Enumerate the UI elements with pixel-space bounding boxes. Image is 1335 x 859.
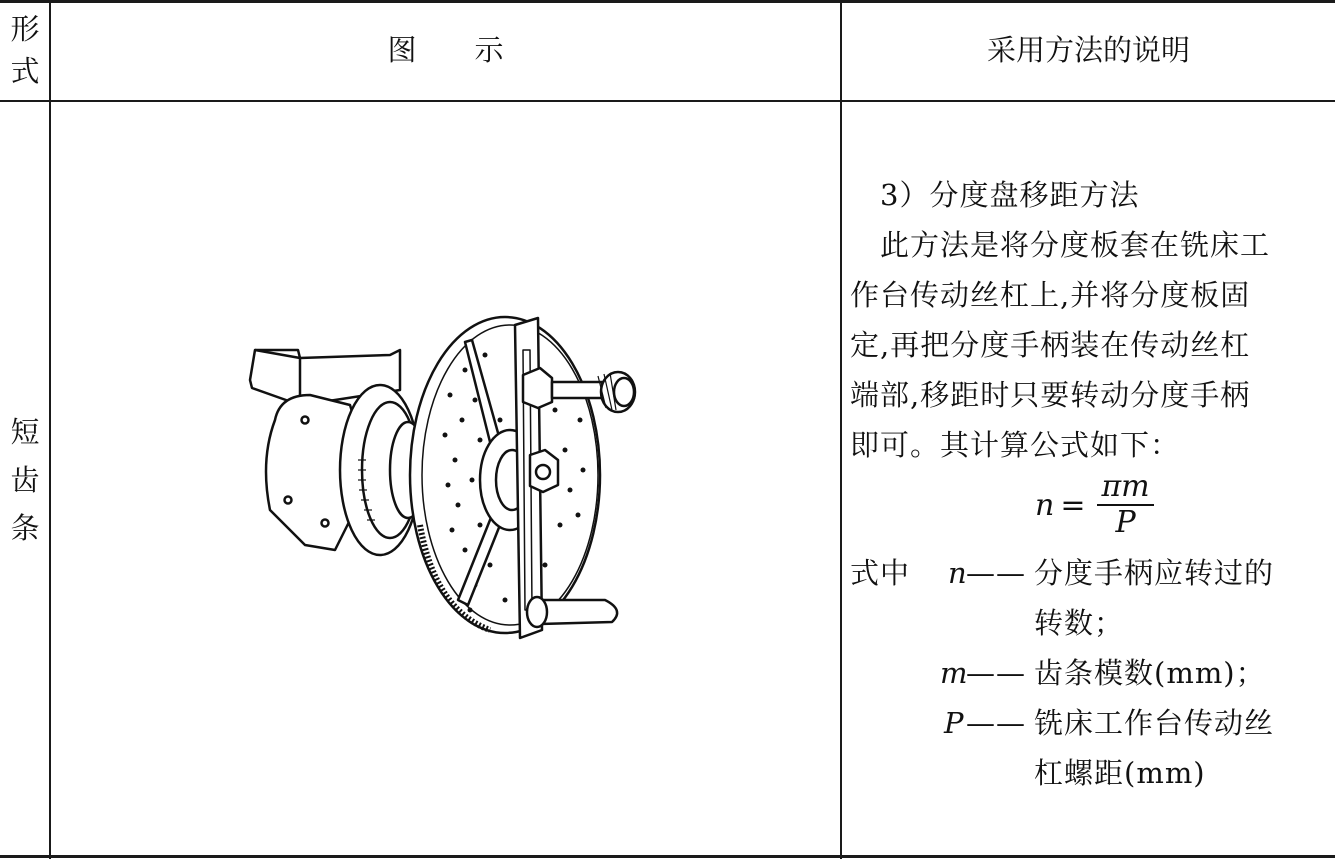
form-char-1: 短: [10, 415, 40, 449]
formula: [1035, 470, 1154, 540]
description-line-2: 作台传动丝杠上,并将分度板固: [850, 278, 1251, 312]
header-bottom-border: [0, 100, 1335, 102]
form-char-2: 齿: [10, 463, 40, 497]
definition-n: [850, 548, 1275, 598]
where-label: 式中: [850, 556, 911, 590]
variable-definitions: [850, 548, 1275, 798]
header-form: [0, 8, 50, 92]
formula-fraction: [1097, 470, 1153, 540]
formula-equals: =: [1060, 487, 1086, 523]
def-n-symbol: n: [948, 556, 968, 590]
column-divider-2: [840, 0, 842, 859]
table-bottom-border: [0, 855, 1335, 858]
def-n-text: 分度手柄应转过的: [1034, 556, 1275, 590]
form-char-3: 条: [10, 511, 40, 545]
form-short-rack: [0, 408, 50, 552]
def-m-text: 齿条模数(mm)；: [1034, 656, 1266, 690]
formula-lhs: n: [1035, 487, 1055, 523]
description-line-3: 定,再把分度手柄装在传动丝杠: [850, 328, 1251, 362]
description-line-1: 此方法是将分度板套在铣床工: [880, 228, 1271, 262]
header-form-char-2: 式: [10, 54, 40, 88]
def-m-dash: ——: [966, 656, 1026, 690]
description-line-5: 即可。其计算公式如下：: [850, 428, 1181, 462]
def-n-text-cont: 转数；: [1034, 606, 1125, 640]
header-form-char-1: 形: [10, 12, 40, 46]
def-p-dash: ——: [966, 706, 1026, 740]
method-heading: 3）分度盘移距方法: [880, 178, 1140, 212]
formula-numerator: πm: [1097, 470, 1153, 506]
definition-p: [850, 698, 1275, 748]
description-line-4: 端部,移距时只要转动分度手柄: [850, 378, 1251, 412]
header-method-description: 采用方法的说明: [986, 32, 1190, 67]
indexing-plate-illustration: [240, 310, 650, 650]
formula-denominator: P: [1115, 505, 1136, 540]
def-p-symbol: P: [944, 706, 965, 740]
def-p-text: 铣床工作台传动丝: [1034, 706, 1275, 740]
method-description: [850, 170, 1330, 470]
definition-m: [850, 648, 1266, 698]
definition-n-cont: [850, 598, 1125, 648]
definition-p-cont: [850, 748, 1206, 798]
def-n-dash: ——: [966, 556, 1026, 590]
def-m-symbol: m: [940, 656, 969, 690]
header-illustration: 图 示: [387, 32, 504, 67]
def-p-text-cont: 杠螺距(mm): [1034, 756, 1206, 790]
